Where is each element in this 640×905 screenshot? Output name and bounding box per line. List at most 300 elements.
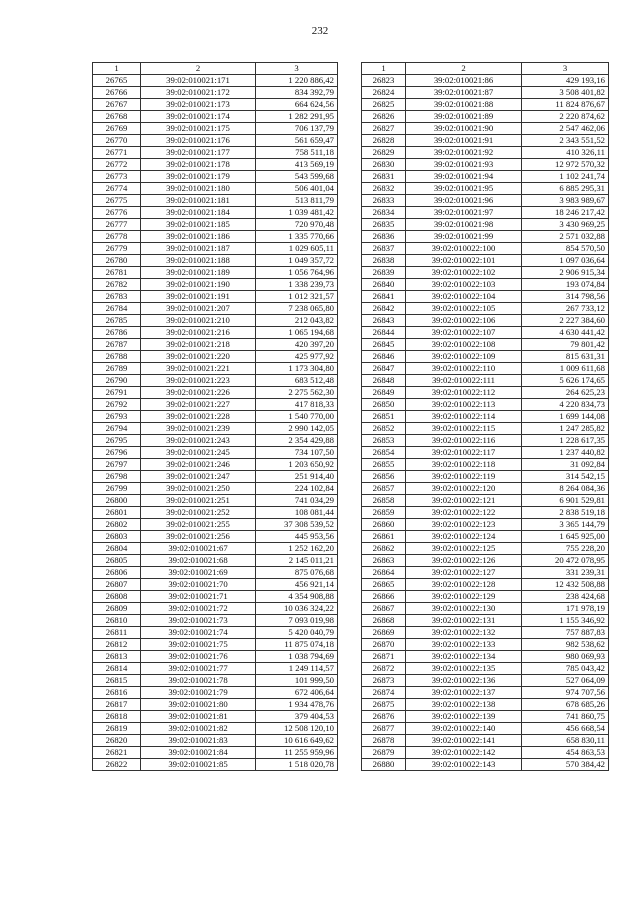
- cadastral-number: 39:02:010021:227: [141, 399, 256, 411]
- row-number: 26778: [93, 231, 141, 243]
- row-number: 26771: [93, 147, 141, 159]
- row-number: 26785: [93, 315, 141, 327]
- cadastral-number: 39:02:010021:89: [406, 111, 522, 123]
- table-row: [362, 711, 609, 723]
- row-number: 26777: [93, 219, 141, 231]
- row-number: 26865: [362, 579, 406, 591]
- table-row: [362, 75, 609, 87]
- table-row: [93, 531, 338, 543]
- table-row: [93, 699, 338, 711]
- table-row: [93, 747, 338, 759]
- table-row: [93, 159, 338, 171]
- cadastral-number: 39:02:010022:103: [406, 279, 522, 291]
- table-row: [93, 399, 338, 411]
- cadastral-number: 39:02:010021:70: [141, 579, 256, 591]
- column-header: 1: [93, 63, 141, 75]
- row-number: 26880: [362, 759, 406, 771]
- row-number: 26862: [362, 543, 406, 555]
- table-row: [93, 567, 338, 579]
- cadastral-value: 456 921,14: [256, 579, 338, 591]
- row-number: 26767: [93, 99, 141, 111]
- cadastral-value: 12 972 570,32: [522, 159, 609, 171]
- row-number: 26806: [93, 567, 141, 579]
- registry-table-left: [92, 62, 338, 771]
- cadastral-value: 1 065 194,68: [256, 327, 338, 339]
- row-number: 26779: [93, 243, 141, 255]
- row-number: 26780: [93, 255, 141, 267]
- cadastral-number: 39:02:010022:106: [406, 315, 522, 327]
- cadastral-number: 39:02:010022:118: [406, 459, 522, 471]
- row-number: 26829: [362, 147, 406, 159]
- cadastral-number: 39:02:010022:127: [406, 567, 522, 579]
- table-row: [93, 111, 338, 123]
- table-row: [93, 519, 338, 531]
- table-row: [93, 639, 338, 651]
- cadastral-number: 39:02:010021:243: [141, 435, 256, 447]
- cadastral-number: 39:02:010022:142: [406, 747, 522, 759]
- table-row: [362, 567, 609, 579]
- cadastral-value: 224 102,84: [256, 483, 338, 495]
- row-number: 26836: [362, 231, 406, 243]
- row-number: 26850: [362, 399, 406, 411]
- table-row: [362, 423, 609, 435]
- row-number: 26868: [362, 615, 406, 627]
- row-number: 26842: [362, 303, 406, 315]
- cadastral-value: 1 934 478,76: [256, 699, 338, 711]
- cadastral-number: 39:02:010021:251: [141, 495, 256, 507]
- cadastral-value: 2 227 384,60: [522, 315, 609, 327]
- table-row: [93, 75, 338, 87]
- cadastral-value: 264 625,23: [522, 387, 609, 399]
- table-row: [93, 723, 338, 735]
- table-row: [362, 495, 609, 507]
- cadastral-number: 39:02:010021:80: [141, 699, 256, 711]
- cadastral-value: 171 978,19: [522, 603, 609, 615]
- cadastral-number: 39:02:010021:84: [141, 747, 256, 759]
- cadastral-value: 2 571 032,88: [522, 231, 609, 243]
- cadastral-number: 39:02:010021:68: [141, 555, 256, 567]
- cadastral-number: 39:02:010021:74: [141, 627, 256, 639]
- table-row: [362, 699, 609, 711]
- cadastral-number: 39:02:010021:82: [141, 723, 256, 735]
- cadastral-value: 1 540 770,00: [256, 411, 338, 423]
- cadastral-value: 379 404,53: [256, 711, 338, 723]
- cadastral-number: 39:02:010021:73: [141, 615, 256, 627]
- cadastral-number: 39:02:010021:185: [141, 219, 256, 231]
- table-row: [93, 735, 338, 747]
- cadastral-value: 2 275 562,30: [256, 387, 338, 399]
- cadastral-number: 39:02:010022:122: [406, 507, 522, 519]
- cadastral-number: 39:02:010022:107: [406, 327, 522, 339]
- table-row: [362, 639, 609, 651]
- table-row: [362, 447, 609, 459]
- row-number: 26804: [93, 543, 141, 555]
- table-row: [93, 315, 338, 327]
- row-number: 26774: [93, 183, 141, 195]
- cadastral-value: 251 914,40: [256, 471, 338, 483]
- cadastral-value: 1 038 794,69: [256, 651, 338, 663]
- row-number: 26812: [93, 639, 141, 651]
- row-number: 26773: [93, 171, 141, 183]
- cadastral-value: 506 401,04: [256, 183, 338, 195]
- row-number: 26797: [93, 459, 141, 471]
- page-number: 232: [311, 25, 329, 37]
- table-row: [93, 123, 338, 135]
- table-row: [362, 159, 609, 171]
- cadastral-number: 39:02:010022:129: [406, 591, 522, 603]
- cadastral-number: 39:02:010022:135: [406, 663, 522, 675]
- table-row: [93, 435, 338, 447]
- cadastral-value: 720 970,48: [256, 219, 338, 231]
- cadastral-number: 39:02:010021:81: [141, 711, 256, 723]
- cadastral-value: 314 798,56: [522, 291, 609, 303]
- table-row: [93, 255, 338, 267]
- table-row: [362, 195, 609, 207]
- cadastral-value: 2 990 142,05: [256, 423, 338, 435]
- row-number: 26875: [362, 699, 406, 711]
- cadastral-value: 5 420 040,79: [256, 627, 338, 639]
- table-row: [93, 687, 338, 699]
- table-row: [362, 279, 609, 291]
- cadastral-number: 39:02:010021:189: [141, 267, 256, 279]
- cadastral-value: 413 569,19: [256, 159, 338, 171]
- table-row: [362, 471, 609, 483]
- table-row: [93, 231, 338, 243]
- cadastral-number: 39:02:010021:88: [406, 99, 522, 111]
- cadastral-number: 39:02:010021:77: [141, 663, 256, 675]
- table-row: [362, 315, 609, 327]
- cadastral-value: 429 193,16: [522, 75, 609, 87]
- cadastral-value: 3 508 401,82: [522, 87, 609, 99]
- cadastral-number: 39:02:010021:98: [406, 219, 522, 231]
- cadastral-number: 39:02:010021:223: [141, 375, 256, 387]
- row-number: 26854: [362, 447, 406, 459]
- table-row: [362, 627, 609, 639]
- cadastral-number: 39:02:010021:174: [141, 111, 256, 123]
- table-row: [93, 291, 338, 303]
- cadastral-value: 331 239,31: [522, 567, 609, 579]
- cadastral-number: 39:02:010022:133: [406, 639, 522, 651]
- row-number: 26831: [362, 171, 406, 183]
- row-number: 26805: [93, 555, 141, 567]
- cadastral-number: 39:02:010021:186: [141, 231, 256, 243]
- row-number: 26799: [93, 483, 141, 495]
- row-number: 26802: [93, 519, 141, 531]
- cadastral-value: 6 885 295,31: [522, 183, 609, 195]
- table-row: [93, 99, 338, 111]
- cadastral-number: 39:02:010021:85: [141, 759, 256, 771]
- table-row: [93, 207, 338, 219]
- table-header-row: [362, 63, 609, 75]
- table-row: [362, 591, 609, 603]
- cadastral-number: 39:02:010021:67: [141, 543, 256, 555]
- row-number: 26776: [93, 207, 141, 219]
- cadastral-number: 39:02:010021:255: [141, 519, 256, 531]
- cadastral-value: 1 338 239,73: [256, 279, 338, 291]
- cadastral-value: 2 906 915,34: [522, 267, 609, 279]
- cadastral-number: 39:02:010021:83: [141, 735, 256, 747]
- cadastral-number: 39:02:010021:176: [141, 135, 256, 147]
- cadastral-number: 39:02:010021:86: [406, 75, 522, 87]
- cadastral-number: 39:02:010021:172: [141, 87, 256, 99]
- cadastral-value: 854 570,50: [522, 243, 609, 255]
- cadastral-value: 1 335 770,66: [256, 231, 338, 243]
- row-number: 26841: [362, 291, 406, 303]
- cadastral-number: 39:02:010021:247: [141, 471, 256, 483]
- cadastral-number: 39:02:010022:109: [406, 351, 522, 363]
- cadastral-value: 513 811,79: [256, 195, 338, 207]
- table-row: [93, 411, 338, 423]
- cadastral-number: 39:02:010021:191: [141, 291, 256, 303]
- row-number: 26796: [93, 447, 141, 459]
- row-number: 26847: [362, 363, 406, 375]
- cadastral-number: 39:02:010021:71: [141, 591, 256, 603]
- cadastral-number: 39:02:010022:139: [406, 711, 522, 723]
- row-number: 26863: [362, 555, 406, 567]
- table-row: [362, 603, 609, 615]
- cadastral-value: 193 074,84: [522, 279, 609, 291]
- table-row: [362, 543, 609, 555]
- row-number: 26801: [93, 507, 141, 519]
- cadastral-value: 1 228 617,35: [522, 435, 609, 447]
- row-number: 26775: [93, 195, 141, 207]
- cadastral-value: 664 624,56: [256, 99, 338, 111]
- row-number: 26846: [362, 351, 406, 363]
- cadastral-value: 543 599,68: [256, 171, 338, 183]
- row-number: 26787: [93, 339, 141, 351]
- table-row: [93, 195, 338, 207]
- table-row: [93, 627, 338, 639]
- table-row: [93, 603, 338, 615]
- row-number: 26819: [93, 723, 141, 735]
- cadastral-value: 2 547 462,06: [522, 123, 609, 135]
- cadastral-number: 39:02:010021:90: [406, 123, 522, 135]
- row-number: 26874: [362, 687, 406, 699]
- row-number: 26878: [362, 735, 406, 747]
- row-number: 26849: [362, 387, 406, 399]
- table-row: [93, 339, 338, 351]
- row-number: 26845: [362, 339, 406, 351]
- row-number: 26839: [362, 267, 406, 279]
- cadastral-number: 39:02:010021:228: [141, 411, 256, 423]
- row-number: 26833: [362, 195, 406, 207]
- table-row: [362, 219, 609, 231]
- table-row: [362, 759, 609, 771]
- cadastral-value: 10 036 324,22: [256, 603, 338, 615]
- row-number: 26872: [362, 663, 406, 675]
- column-header: 2: [141, 63, 256, 75]
- table-row: [362, 555, 609, 567]
- cadastral-number: 39:02:010022:141: [406, 735, 522, 747]
- row-number: 26853: [362, 435, 406, 447]
- cadastral-value: 678 685,26: [522, 699, 609, 711]
- row-number: 26790: [93, 375, 141, 387]
- cadastral-value: 1 252 162,20: [256, 543, 338, 555]
- cadastral-number: 39:02:010021:252: [141, 507, 256, 519]
- table-row: [362, 351, 609, 363]
- column-header: 3: [522, 63, 609, 75]
- row-number: 26876: [362, 711, 406, 723]
- row-number: 26811: [93, 627, 141, 639]
- cadastral-number: 39:02:010021:245: [141, 447, 256, 459]
- row-number: 26786: [93, 327, 141, 339]
- row-number: 26809: [93, 603, 141, 615]
- cadastral-number: 39:02:010021:75: [141, 639, 256, 651]
- cadastral-value: 108 081,44: [256, 507, 338, 519]
- table-row: [362, 123, 609, 135]
- cadastral-number: 39:02:010022:105: [406, 303, 522, 315]
- cadastral-value: 11 824 876,67: [522, 99, 609, 111]
- table-row: [93, 711, 338, 723]
- cadastral-number: 39:02:010021:181: [141, 195, 256, 207]
- cadastral-value: 101 999,50: [256, 675, 338, 687]
- cadastral-number: 39:02:010021:184: [141, 207, 256, 219]
- row-number: 26783: [93, 291, 141, 303]
- table-header-row: [93, 63, 338, 75]
- cadastral-value: 658 830,11: [522, 735, 609, 747]
- cadastral-number: 39:02:010021:246: [141, 459, 256, 471]
- cadastral-value: 834 392,79: [256, 87, 338, 99]
- cadastral-value: 1 203 650,92: [256, 459, 338, 471]
- row-number: 26827: [362, 123, 406, 135]
- cadastral-value: 561 659,47: [256, 135, 338, 147]
- cadastral-number: 39:02:010021:179: [141, 171, 256, 183]
- cadastral-value: 5 626 174,65: [522, 375, 609, 387]
- table-row: [93, 447, 338, 459]
- cadastral-number: 39:02:010021:76: [141, 651, 256, 663]
- table-row: [93, 219, 338, 231]
- table-row: [362, 483, 609, 495]
- cadastral-value: 1 518 020,78: [256, 759, 338, 771]
- row-number: 26856: [362, 471, 406, 483]
- cadastral-number: 39:02:010021:94: [406, 171, 522, 183]
- cadastral-number: 39:02:010021:178: [141, 159, 256, 171]
- cadastral-number: 39:02:010021:72: [141, 603, 256, 615]
- cadastral-value: 20 472 078,95: [522, 555, 609, 567]
- table-row: [93, 675, 338, 687]
- row-number: 26873: [362, 675, 406, 687]
- cadastral-value: 757 887,83: [522, 627, 609, 639]
- cadastral-value: 706 137,79: [256, 123, 338, 135]
- row-number: 26830: [362, 159, 406, 171]
- cadastral-value: 2 220 874,62: [522, 111, 609, 123]
- table-row: [93, 543, 338, 555]
- table-row: [362, 387, 609, 399]
- cadastral-number: 39:02:010021:221: [141, 363, 256, 375]
- cadastral-number: 39:02:010022:101: [406, 255, 522, 267]
- cadastral-value: 741 860,75: [522, 711, 609, 723]
- cadastral-value: 980 069,93: [522, 651, 609, 663]
- cadastral-value: 1 282 291,95: [256, 111, 338, 123]
- row-number: 26855: [362, 459, 406, 471]
- cadastral-value: 7 093 019,98: [256, 615, 338, 627]
- table-row: [93, 303, 338, 315]
- cadastral-number: 39:02:010022:124: [406, 531, 522, 543]
- row-number: 26879: [362, 747, 406, 759]
- cadastral-value: 3 430 969,25: [522, 219, 609, 231]
- cadastral-value: 410 326,11: [522, 147, 609, 159]
- row-number: 26769: [93, 123, 141, 135]
- cadastral-value: 815 631,31: [522, 351, 609, 363]
- cadastral-number: 39:02:010021:188: [141, 255, 256, 267]
- row-number: 26782: [93, 279, 141, 291]
- cadastral-value: 1 009 611,68: [522, 363, 609, 375]
- registry-table-right: [361, 62, 609, 771]
- cadastral-value: 2 354 429,88: [256, 435, 338, 447]
- row-number: 26860: [362, 519, 406, 531]
- cadastral-value: 425 977,92: [256, 351, 338, 363]
- cadastral-value: 683 512,48: [256, 375, 338, 387]
- row-number: 26815: [93, 675, 141, 687]
- row-number: 26858: [362, 495, 406, 507]
- cadastral-value: 11 875 074,18: [256, 639, 338, 651]
- cadastral-number: 39:02:010021:171: [141, 75, 256, 87]
- cadastral-value: 11 255 959,96: [256, 747, 338, 759]
- row-number: 26866: [362, 591, 406, 603]
- cadastral-value: 1 029 605,11: [256, 243, 338, 255]
- row-number: 26813: [93, 651, 141, 663]
- row-number: 26772: [93, 159, 141, 171]
- cadastral-number: 39:02:010022:104: [406, 291, 522, 303]
- row-number: 26793: [93, 411, 141, 423]
- cadastral-number: 39:02:010022:140: [406, 723, 522, 735]
- cadastral-number: 39:02:010021:69: [141, 567, 256, 579]
- table-row: [362, 339, 609, 351]
- cadastral-number: 39:02:010021:180: [141, 183, 256, 195]
- table-row: [93, 387, 338, 399]
- table-row: [362, 675, 609, 687]
- cadastral-number: 39:02:010022:138: [406, 699, 522, 711]
- cadastral-number: 39:02:010021:256: [141, 531, 256, 543]
- row-number: 26843: [362, 315, 406, 327]
- cadastral-value: 12 432 508,88: [522, 579, 609, 591]
- cadastral-number: 39:02:010022:136: [406, 675, 522, 687]
- table-row: [362, 531, 609, 543]
- cadastral-value: 1 220 886,42: [256, 75, 338, 87]
- cadastral-number: 39:02:010021:177: [141, 147, 256, 159]
- cadastral-number: 39:02:010022:116: [406, 435, 522, 447]
- row-number: 26810: [93, 615, 141, 627]
- table-row: [93, 243, 338, 255]
- cadastral-number: 39:02:010022:120: [406, 483, 522, 495]
- cadastral-value: 1 102 241,74: [522, 171, 609, 183]
- cadastral-value: 3 983 989,67: [522, 195, 609, 207]
- table-row: [362, 267, 609, 279]
- row-number: 26861: [362, 531, 406, 543]
- cadastral-value: 1 056 764,96: [256, 267, 338, 279]
- row-number: 26825: [362, 99, 406, 111]
- table-row: [93, 579, 338, 591]
- table-row: [93, 279, 338, 291]
- table-row: [93, 555, 338, 567]
- cadastral-value: 420 397,20: [256, 339, 338, 351]
- cadastral-number: 39:02:010021:190: [141, 279, 256, 291]
- table-row: [362, 615, 609, 627]
- cadastral-value: 1 012 321,57: [256, 291, 338, 303]
- row-number: 26832: [362, 183, 406, 195]
- table-row: [362, 147, 609, 159]
- table-row: [93, 363, 338, 375]
- table-row: [362, 663, 609, 675]
- row-number: 26784: [93, 303, 141, 315]
- table-row: [362, 579, 609, 591]
- cadastral-value: 1 097 036,64: [522, 255, 609, 267]
- column-header: 3: [256, 63, 338, 75]
- table-row: [93, 183, 338, 195]
- row-number: 26837: [362, 243, 406, 255]
- cadastral-number: 39:02:010021:210: [141, 315, 256, 327]
- row-number: 26794: [93, 423, 141, 435]
